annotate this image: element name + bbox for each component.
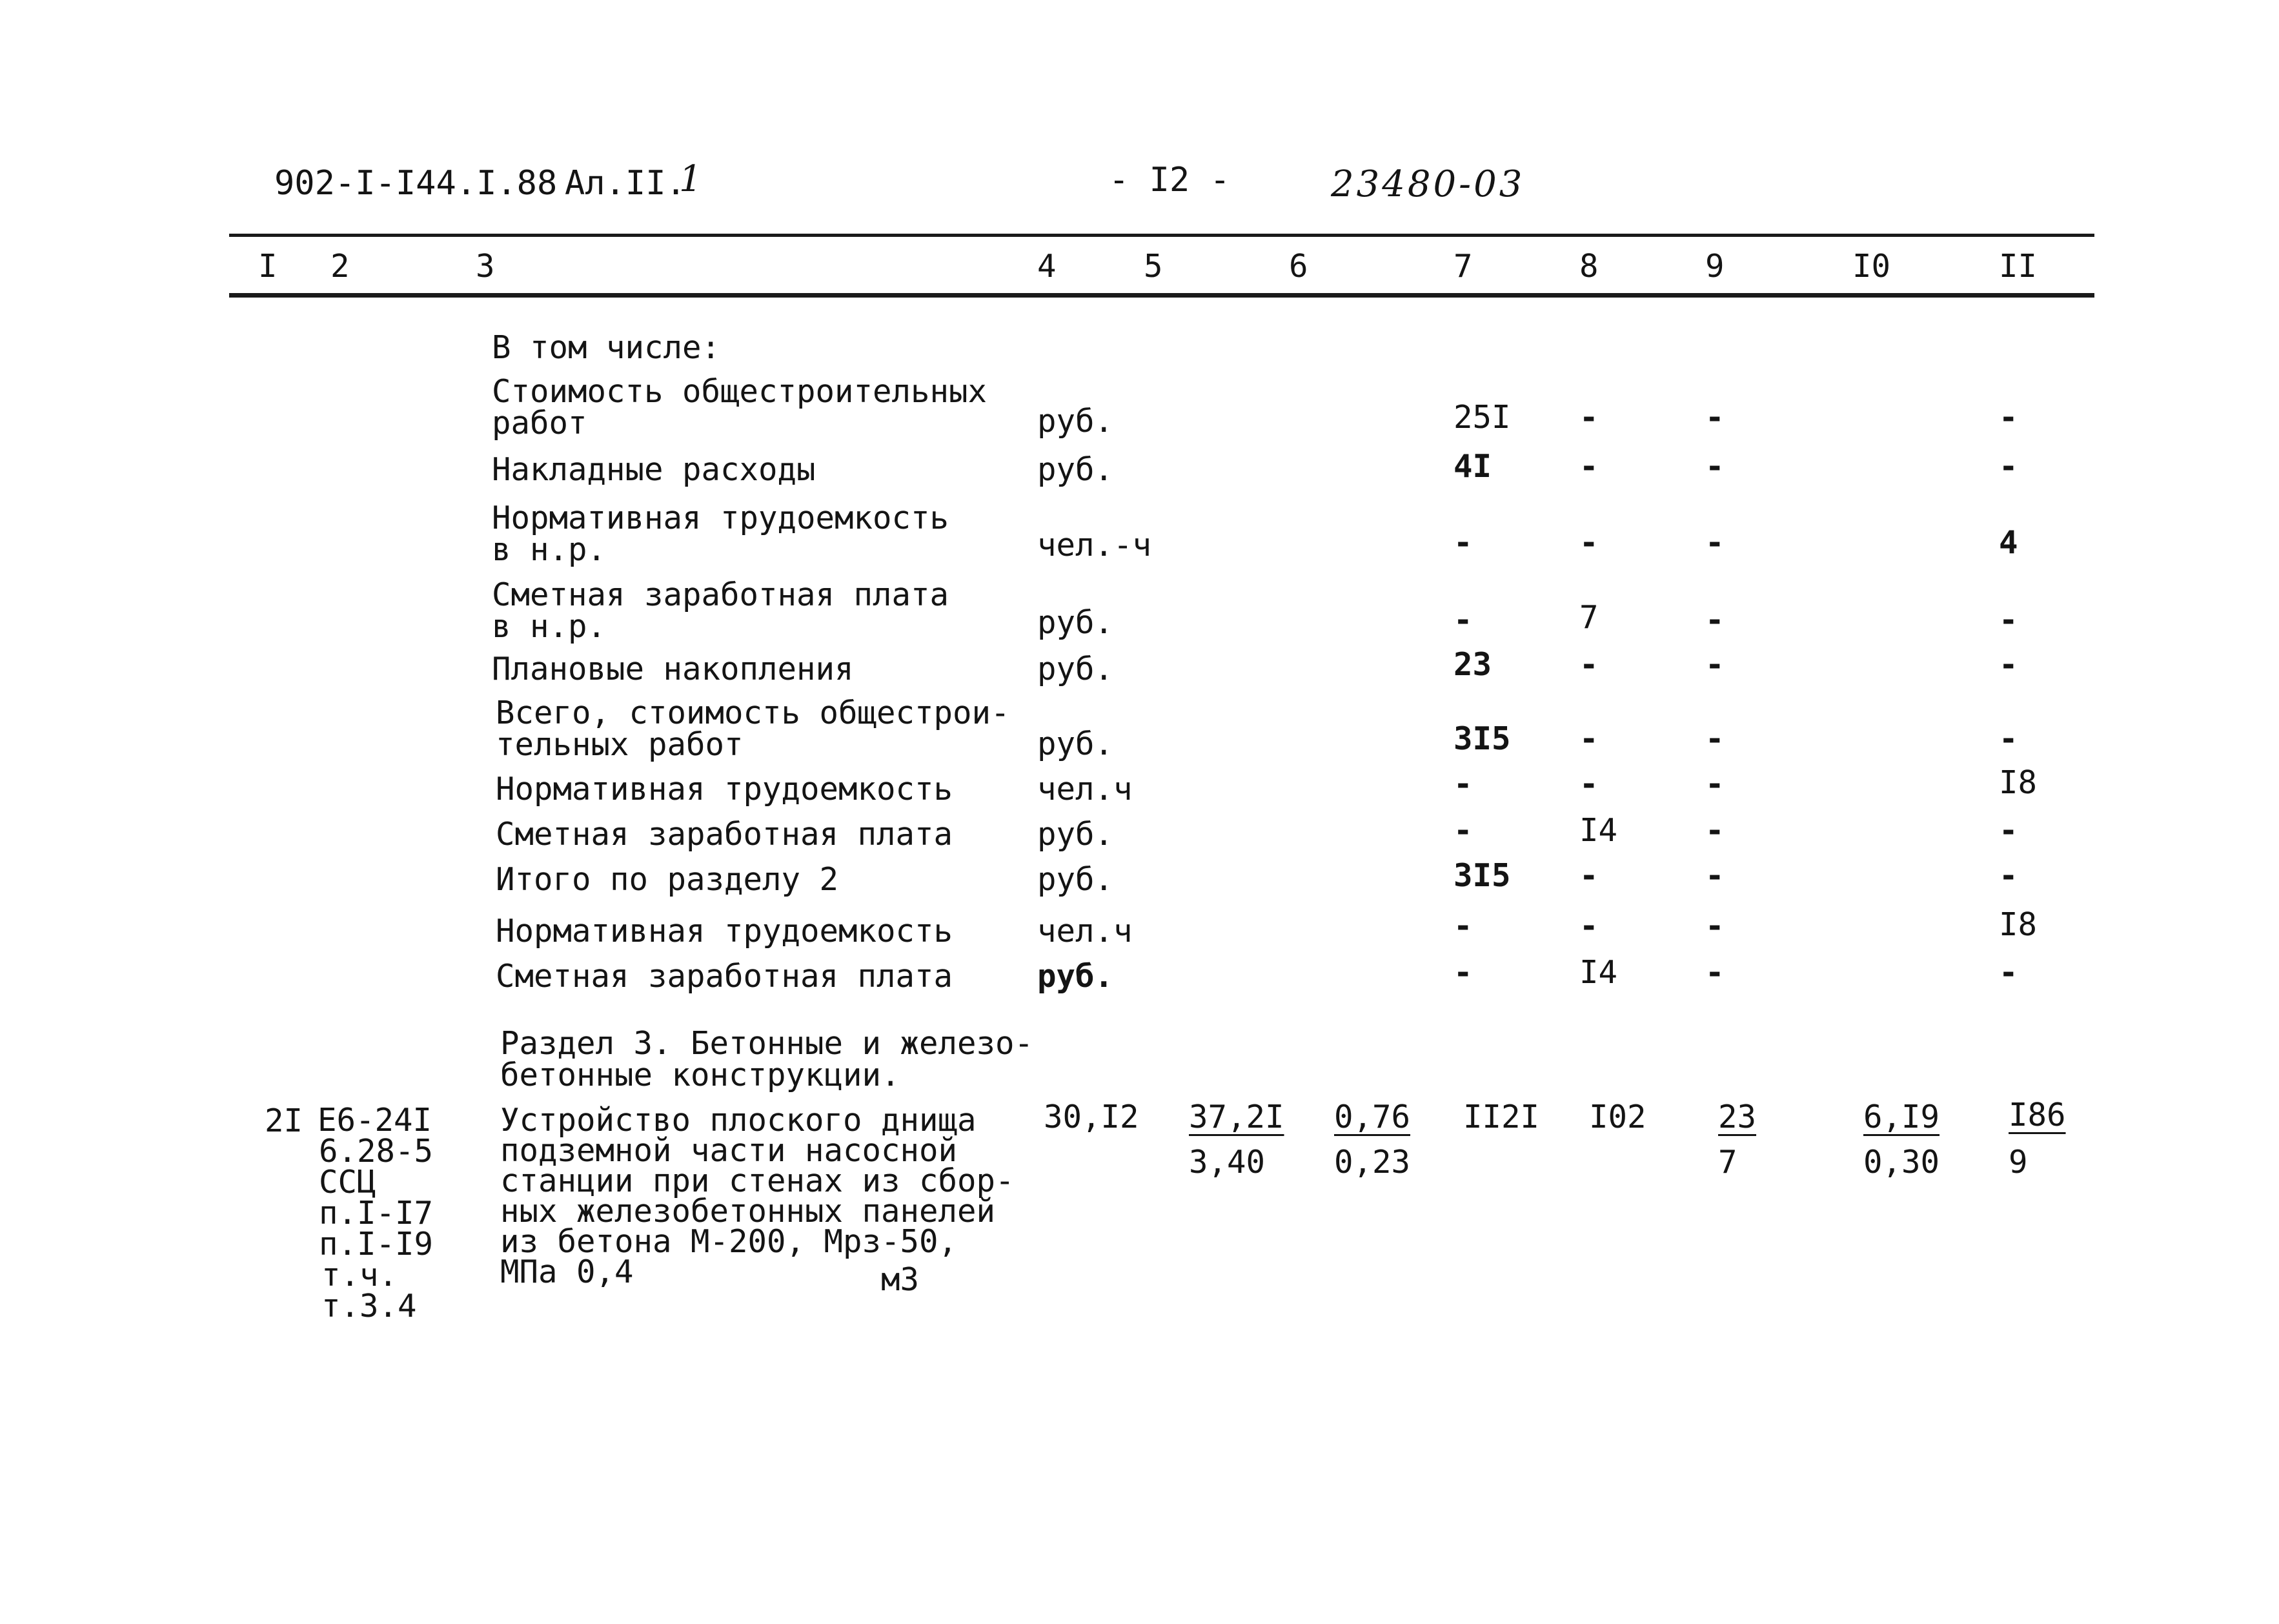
item-21-col5-bottom: 3,40 [1189, 1144, 1266, 1181]
row-10-col9: - [1705, 908, 1725, 944]
row-7-col9: - [1705, 766, 1725, 802]
row-11-col7: - [1453, 954, 1473, 991]
row-4-text: Сметная заработная плата в н.р. [492, 576, 949, 645]
item-21-reference: Е6-24I 6.28-5 ССЦ п.I-I7 п.I-I9 т.ч. т.3.4 [318, 1102, 434, 1325]
row-3-col9: - [1705, 524, 1725, 561]
row-6-col8: - [1579, 720, 1599, 757]
header-rule-top [229, 234, 2094, 237]
header-rule-bottom [229, 293, 2094, 298]
column-header-8: 8 [1579, 248, 1599, 285]
row-1-text: Стоимость общестроительных работ [492, 373, 988, 442]
row-5-col7: 23 [1453, 646, 1492, 683]
handwritten-number: 23480-03 [1331, 163, 1525, 205]
row-5-unit: руб. [1037, 651, 1114, 687]
row-11-unit: руб. [1037, 958, 1114, 995]
row-10-col7: - [1453, 908, 1473, 944]
item-21-number: 2I [265, 1102, 303, 1139]
row-3-text: Нормативная трудоемкость в н.р. [492, 500, 949, 568]
row-6-text: Всего, стоимость общестрои- тельных работ [496, 695, 1010, 763]
row-1-col7: 25I [1453, 399, 1511, 436]
row-9-unit: руб. [1037, 861, 1114, 898]
document-code: 902-I-I44.I.88 [274, 164, 558, 203]
row-2-col8: - [1579, 448, 1599, 485]
row-2-text: Накладные расходы [492, 451, 816, 488]
row-5-col9: - [1705, 646, 1725, 683]
row-10-text: Нормативная трудоемкость [496, 913, 953, 949]
row-1-col9: - [1705, 399, 1725, 436]
item-21-col7: II2I [1463, 1099, 1540, 1135]
row-2-col9: - [1705, 448, 1725, 485]
item-21-col6-bottom: 0,23 [1334, 1144, 1411, 1181]
row-2-col11: - [1999, 448, 2018, 485]
section-3-title: Раздел 3. Бетонные и железо- бетонные конструкции. [500, 1025, 1034, 1093]
row-7-col11: I8 [1999, 764, 2038, 801]
item-21-col10-top: 6,I9 [1863, 1099, 1940, 1135]
column-header-7: 7 [1453, 248, 1473, 285]
row-7-col8: - [1579, 766, 1599, 802]
column-header-5: 5 [1144, 248, 1163, 285]
album-handwritten-mark: 1 [679, 158, 705, 200]
row-8-col9: - [1705, 812, 1725, 849]
row-1-unit: руб. [1037, 403, 1114, 440]
row-1-col8: - [1579, 399, 1599, 436]
column-header-2: 2 [330, 248, 350, 285]
row-3-col11: 4 [1999, 524, 2018, 561]
row-7-col7: - [1453, 766, 1473, 802]
row-6-col11: - [1999, 720, 2018, 757]
album-label: Ал.II. [565, 164, 686, 203]
row-4-unit: руб. [1037, 604, 1114, 641]
row-2-unit: руб. [1037, 451, 1114, 488]
row-9-col8: - [1579, 857, 1599, 894]
row-11-col8: I4 [1579, 954, 1618, 991]
column-header-1: I [258, 248, 278, 285]
row-6-unit: руб. [1037, 726, 1114, 762]
row-7-unit: чел.ч [1037, 771, 1133, 807]
item-21-col9-top: 23 [1718, 1099, 1757, 1135]
subtotal-intro: В том числе: [492, 329, 721, 366]
row-8-col8: I4 [1579, 812, 1618, 849]
column-header-10: I0 [1852, 248, 1891, 285]
row-9-col11: - [1999, 857, 2018, 894]
item-21-col11-bottom: 9 [2009, 1144, 2028, 1181]
row-8-col7: - [1453, 812, 1473, 849]
item-21-col9-bottom: 7 [1718, 1144, 1737, 1181]
column-header-4: 4 [1037, 248, 1057, 285]
row-10-col8: - [1579, 908, 1599, 944]
item-21-col4: 30,I2 [1044, 1099, 1139, 1135]
row-9-col7: 3I5 [1453, 857, 1511, 894]
row-8-unit: руб. [1037, 816, 1114, 853]
row-8-col11: - [1999, 812, 2018, 849]
row-7-text: Нормативная трудоемкость [496, 771, 953, 807]
column-header-9: 9 [1705, 248, 1725, 285]
row-10-col11: I8 [1999, 906, 2038, 943]
column-header-3: 3 [476, 248, 495, 285]
row-11-col11: - [1999, 954, 2018, 991]
row-3-col8: - [1579, 524, 1599, 561]
row-3-unit: чел.-ч [1037, 527, 1152, 563]
row-6-col7: 3I5 [1453, 720, 1511, 757]
row-6-col9: - [1705, 720, 1725, 757]
row-4-col9: - [1705, 602, 1725, 638]
page-number: - I2 - [1109, 161, 1230, 199]
item-21-col6-top: 0,76 [1334, 1099, 1411, 1135]
row-10-unit: чел.ч [1037, 913, 1133, 949]
item-21-col8: I02 [1589, 1099, 1646, 1135]
row-4-col8: 7 [1579, 599, 1599, 636]
row-8-text: Сметная заработная плата [496, 816, 953, 853]
row-1-col11: - [1999, 399, 2018, 436]
item-21-description: Устройство плоского днища подземной части насосной станции при стенах из сбор- ных железобетонных панелей из бетона М-200, Мрз-50, МПа 0,4 [500, 1102, 1015, 1291]
row-5-col8: - [1579, 646, 1599, 683]
row-11-col9: - [1705, 954, 1725, 991]
item-21-col11-top: I86 [2009, 1097, 2066, 1133]
item-21-unit: м3 [881, 1261, 920, 1298]
row-3-col7: - [1453, 524, 1473, 561]
row-4-col11: - [1999, 602, 2018, 638]
item-21-col5-top: 37,2I [1189, 1099, 1284, 1135]
row-9-text: Итого по разделу 2 [496, 861, 839, 898]
row-5-col11: - [1999, 646, 2018, 683]
column-header-11: II [1999, 248, 2038, 285]
row-11-text: Сметная заработная плата [496, 958, 953, 995]
column-header-6: 6 [1289, 248, 1308, 285]
row-2-col7: 4I [1453, 448, 1492, 485]
item-21-col10-bottom: 0,30 [1863, 1144, 1940, 1181]
row-4-col7: - [1453, 602, 1473, 638]
row-5-text: Плановые накопления [492, 651, 854, 687]
row-9-col9: - [1705, 857, 1725, 894]
